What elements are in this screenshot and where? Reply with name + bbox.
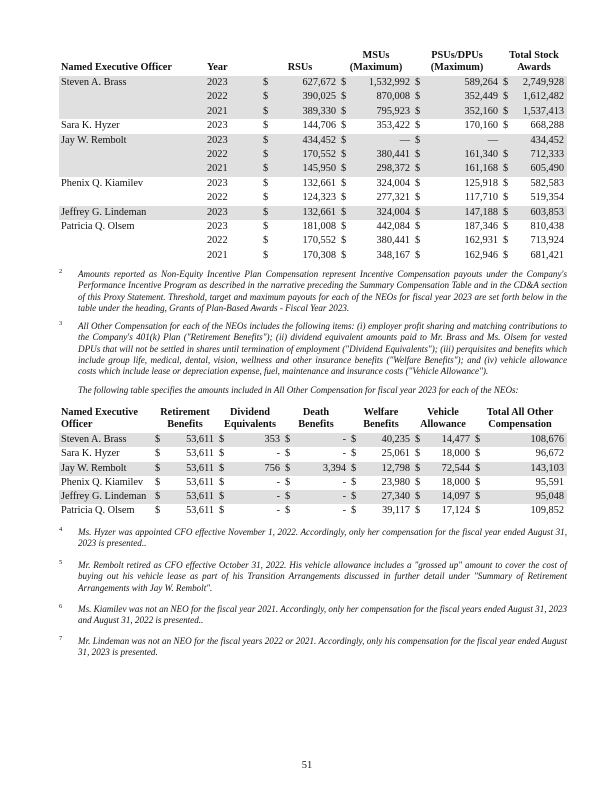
dollar-sign: $	[341, 235, 347, 247]
table-row	[59, 191, 567, 205]
total-stock-cell: 2,749,928	[515, 76, 567, 90]
table-row	[59, 148, 567, 162]
dividend-cell: -	[276, 448, 280, 460]
psus-cell: 117,710	[464, 192, 498, 204]
dollar-sign: $	[339, 76, 353, 90]
dollar-sign: $	[261, 148, 275, 162]
dollar-sign: $	[219, 505, 225, 517]
total-stock-cell: 519,354	[530, 192, 564, 204]
header-year: Year	[207, 62, 228, 73]
dollar-sign: $	[349, 433, 363, 447]
dollar-sign: $	[413, 148, 427, 162]
header-rsus: RSUs	[287, 62, 313, 73]
death-cell: -	[342, 505, 346, 517]
dollar-sign: $	[283, 462, 297, 476]
retirement-cell: 53,611	[186, 505, 214, 517]
rsus-cell: 132,661	[302, 177, 336, 189]
dollar-sign: $	[261, 105, 275, 119]
dollar-sign: $	[339, 134, 353, 148]
msus-cell: 324,004	[376, 177, 410, 189]
table-row	[59, 119, 567, 133]
officer-name	[59, 162, 207, 176]
footnote-marker: 4	[59, 526, 63, 533]
dollar-sign: $	[153, 462, 167, 476]
officer-name	[59, 105, 207, 119]
officer-name	[59, 191, 207, 205]
footnote-5	[59, 560, 567, 594]
dollar-sign: $	[503, 235, 509, 247]
dollar-sign: $	[503, 249, 509, 261]
vehicle-cell: 18,000	[441, 476, 470, 488]
officer-name: Patricia Q. Olsem	[61, 221, 135, 233]
dollar-sign: $	[261, 162, 275, 176]
footnote-6	[59, 604, 567, 627]
table-row	[59, 476, 567, 490]
other-comp-intro: The following table specifies the amounts included in All Other Compensation for fiscal year 2023 for each of the NEOs:	[78, 385, 519, 395]
dollar-sign: $	[473, 462, 487, 476]
rsus-cell: 170,552	[275, 148, 339, 162]
welfare-cell: 12,798	[363, 462, 413, 476]
msus-cell: 277,321	[376, 192, 410, 204]
dollar-sign: $	[501, 206, 515, 220]
dollar-sign: $	[285, 476, 291, 488]
dividend-cell: 353	[231, 433, 283, 447]
psus-cell: 187,346	[464, 221, 498, 233]
dollar-sign: $	[285, 505, 291, 517]
page-number: 51	[301, 760, 313, 771]
dollar-sign: $	[473, 490, 487, 504]
dollar-sign: $	[285, 448, 291, 460]
dollar-sign: $	[217, 462, 231, 476]
table-row	[59, 105, 567, 119]
officer-name: Sara K. Hyzer	[61, 120, 120, 132]
dollar-sign: $	[503, 177, 509, 189]
dollar-sign: $	[263, 221, 269, 233]
dollar-sign: $	[219, 448, 225, 460]
dollar-sign: $	[351, 448, 357, 460]
dollar-sign: $	[413, 206, 427, 220]
msus-cell: 795,923	[353, 105, 413, 119]
rsus-cell: 181,008	[302, 221, 336, 233]
year-cell: 2021	[207, 249, 228, 261]
total-cell: 108,676	[487, 433, 567, 447]
officer-name: Jay W. Rembolt	[59, 134, 207, 148]
dividend-cell: -	[276, 505, 280, 517]
dollar-sign: $	[351, 476, 357, 488]
officer-name	[59, 90, 207, 104]
stock-awards-table	[59, 50, 567, 263]
officer-name: Jeffrey G. Lindeman	[59, 490, 153, 504]
year-cell: 2023	[207, 120, 228, 132]
officer-name: Phenix Q. Kiamilev	[61, 177, 144, 189]
dollar-sign: $	[415, 505, 421, 517]
dollar-sign: $	[415, 448, 421, 460]
dollar-sign: $	[473, 433, 487, 447]
officer-name	[59, 234, 207, 248]
death-cell: -	[342, 448, 346, 460]
dollar-sign: $	[413, 433, 427, 447]
dollar-sign: $	[341, 177, 347, 189]
table-row	[59, 462, 567, 476]
table-row	[59, 134, 567, 148]
msus-cell: 442,084	[376, 221, 410, 233]
table-row	[59, 76, 567, 90]
dollar-sign: $	[339, 148, 353, 162]
msus-cell: 380,441	[376, 235, 410, 247]
dollar-sign: $	[261, 90, 275, 104]
dollar-sign: $	[339, 206, 353, 220]
dollar-sign: $	[413, 76, 427, 90]
footnote-marker: 6	[59, 603, 63, 610]
year-cell: 2022	[207, 192, 228, 204]
total-stock-cell: 434,452	[515, 134, 567, 148]
dollar-sign: $	[263, 249, 269, 261]
rsus-cell: 145,950	[275, 162, 339, 176]
dollar-sign: $	[415, 177, 421, 189]
welfare-cell: 27,340	[363, 490, 413, 504]
total-stock-cell: 1,612,482	[515, 90, 567, 104]
header-vehicle: Vehicle Allowance	[420, 407, 466, 430]
retirement-cell: 53,611	[167, 490, 217, 504]
dollar-sign: $	[339, 105, 353, 119]
dollar-sign: $	[413, 90, 427, 104]
other-comp-header-row	[59, 407, 567, 433]
year-cell: 2021	[207, 105, 261, 119]
psus-cell: 170,160	[464, 120, 498, 132]
vehicle-cell: 17,124	[441, 505, 470, 517]
dollar-sign: $	[415, 192, 421, 204]
dollar-sign: $	[415, 235, 421, 247]
retirement-cell: 53,611	[186, 448, 214, 460]
dividend-cell: -	[231, 490, 283, 504]
total-stock-cell: 668,288	[530, 120, 564, 132]
total-cell: 95,048	[487, 490, 567, 504]
year-cell: 2022	[207, 90, 261, 104]
year-cell: 2023	[207, 134, 261, 148]
rsus-cell: 390,025	[275, 90, 339, 104]
header-welfare: Welfare Benefits	[363, 407, 399, 430]
rsus-cell: 170,552	[302, 235, 336, 247]
header-total-other: Total All Other Compensation	[486, 407, 554, 430]
dollar-sign: $	[501, 148, 515, 162]
dollar-sign: $	[475, 505, 481, 517]
footnote-marker: 2	[59, 268, 63, 275]
dollar-sign: $	[283, 433, 297, 447]
footnote-text: Amounts reported as Non-Equity Incentive Plan Compensation represent Incentive Compensation payouts under the Company's Performance Incentive Program as described in the narrative preceding the Summary Compensation Table and in the CD&A section of this Proxy Statement. Threshold, target and maximum payouts for each of the NEOs for fiscal year 2023 are set forth below in the table under the heading, Grants of Plan-Based Awards - Fiscal Year 2023.	[78, 269, 567, 313]
dollar-sign: $	[339, 162, 353, 176]
msus-cell: 324,004	[353, 206, 413, 220]
welfare-cell: 23,980	[381, 476, 410, 488]
total-stock-cell: 810,438	[530, 221, 564, 233]
dollar-sign: $	[217, 490, 231, 504]
header-msus: MSUs (Maximum)	[349, 50, 403, 73]
header-death: Death Benefits	[298, 407, 334, 430]
table-row	[59, 447, 567, 461]
header-dividend: Dividend Equivalents	[223, 407, 277, 430]
dollar-sign: $	[339, 90, 353, 104]
psus-cell: 162,931	[464, 235, 498, 247]
header-officer: Named Executive Officer	[61, 62, 172, 73]
dividend-cell: -	[276, 476, 280, 488]
officer-name: Jeffrey G. Lindeman	[59, 206, 207, 220]
death-cell: -	[342, 476, 346, 488]
dollar-sign: $	[415, 249, 421, 261]
dollar-sign: $	[501, 162, 515, 176]
dollar-sign: $	[261, 206, 275, 220]
dollar-sign: $	[261, 134, 275, 148]
officer-name: Steven A. Brass	[59, 76, 207, 90]
dollar-sign: $	[341, 221, 347, 233]
total-cell: 143,103	[487, 462, 567, 476]
dividend-cell: 756	[231, 462, 283, 476]
table-row	[59, 490, 567, 504]
table-row	[59, 433, 567, 447]
stock-awards-body	[59, 76, 567, 263]
total-stock-cell: 712,333	[515, 148, 567, 162]
footnote-marker: 3	[59, 320, 63, 327]
dollar-sign: $	[153, 433, 167, 447]
dollar-sign: $	[219, 476, 225, 488]
dollar-sign: $	[155, 476, 161, 488]
officer-name: Phenix Q. Kiamilev	[61, 476, 144, 488]
footnote-text: Ms. Kiamilev was not an NEO for the fiscal year 2021. Accordingly, only her compensation for the fiscal years ended August 31, 2023 and August 31, 2022 is presented..	[78, 604, 567, 626]
psus-cell: 352,449	[427, 90, 501, 104]
dollar-sign: $	[341, 249, 347, 261]
dollar-sign: $	[475, 476, 481, 488]
msus-cell: 348,167	[376, 249, 410, 261]
dollar-sign: $	[263, 235, 269, 247]
vehicle-cell: 72,544	[427, 462, 473, 476]
dollar-sign: $	[413, 134, 427, 148]
vehicle-cell: 14,097	[427, 490, 473, 504]
table-row	[59, 234, 567, 248]
psus-cell: 589,264	[427, 76, 501, 90]
footnote-text: Ms. Hyzer was appointed CFO effective November 1, 2022. Accordingly, only her compensation for the fiscal year ended August 31, 2023 is presented..	[78, 527, 567, 549]
officer-name: Sara K. Hyzer	[61, 448, 120, 460]
dollar-sign: $	[415, 476, 421, 488]
psus-cell: 352,160	[427, 105, 501, 119]
welfare-cell: 25,061	[381, 448, 410, 460]
vehicle-cell: 14,477	[427, 433, 473, 447]
vehicle-cell: 18,000	[441, 448, 470, 460]
dollar-sign: $	[283, 490, 297, 504]
table-row	[59, 249, 567, 263]
dollar-sign	[501, 134, 515, 148]
psus-cell: 147,188	[427, 206, 501, 220]
dollar-sign: $	[503, 221, 509, 233]
msus-cell: —	[353, 134, 413, 148]
year-cell: 2021	[207, 162, 261, 176]
rsus-cell: 144,706	[302, 120, 336, 132]
stock-awards-header-row	[59, 50, 567, 76]
dollar-sign: $	[501, 76, 515, 90]
header-total-stock: Total Stock Awards	[509, 50, 559, 73]
table-row	[59, 504, 567, 518]
psus-cell: 161,340	[427, 148, 501, 162]
psus-cell: 162,946	[464, 249, 498, 261]
welfare-cell: 40,235	[363, 433, 413, 447]
footnote-4	[59, 527, 567, 550]
dollar-sign: $	[413, 490, 427, 504]
total-cell: 109,852	[530, 505, 564, 517]
psus-cell: —	[427, 134, 501, 148]
footnote-marker: 5	[59, 559, 63, 566]
msus-cell: 380,441	[353, 148, 413, 162]
total-stock-cell: 605,490	[515, 162, 567, 176]
dollar-sign: $	[261, 76, 275, 90]
rsus-cell: 170,308	[302, 249, 336, 261]
other-comp-body	[59, 433, 567, 519]
other-compensation-table	[59, 407, 567, 519]
dollar-sign: $	[415, 221, 421, 233]
officer-name: Patricia Q. Olsem	[61, 505, 135, 517]
rsus-cell: 434,452	[275, 134, 339, 148]
dollar-sign: $	[153, 490, 167, 504]
msus-cell: 353,422	[376, 120, 410, 132]
footnote-7	[59, 636, 567, 659]
officer-name	[59, 249, 207, 263]
welfare-cell: 39,117	[382, 505, 410, 517]
footnote-text: Mr. Rembolt retired as CFO effective October 31, 2022. His vehicle allowance includes a "grossed up" amount to cover the cost of buying out his vehicle lease as part of his Transition Arrangements discussed in further detail under "Summary of Retirement Arrangements with Jay W. Rembolt".	[78, 560, 567, 593]
dollar-sign: $	[263, 120, 269, 132]
footnote-text: Mr. Lindeman was not an NEO for the fiscal years 2022 or 2021. Accordingly, only his compensation for the fiscal year ended August 31, 2023 is presented.	[78, 636, 567, 658]
dollar-sign: $	[341, 120, 347, 132]
dollar-sign: $	[349, 490, 363, 504]
dollar-sign: $	[263, 192, 269, 204]
dollar-sign: $	[351, 505, 357, 517]
year-cell: 2023	[207, 76, 261, 90]
year-cell: 2023	[207, 177, 228, 189]
retirement-cell: 53,611	[167, 433, 217, 447]
officer-name: Steven A. Brass	[59, 433, 153, 447]
header-retirement: Retirement Benefits	[160, 407, 210, 430]
total-stock-cell: 582,583	[530, 177, 564, 189]
year-cell: 2023	[207, 206, 261, 220]
rsus-cell: 132,661	[275, 206, 339, 220]
header-officer: Named Executive Officer	[61, 407, 138, 430]
dollar-sign: $	[503, 120, 509, 132]
footnote-text: All Other Compensation for each of the NEOs includes the following items: (i) employer profit sharing and matching contributions to the Company's 401(k) Plan ("Retirement Benefits"); (ii) dividend equivalent amounts paid to Mr. Brass and Ms. Olsem for vested DPUs that will not be settled in shares until termination of employment ("Dividend Equivalents"); (iii) perquisites and benefits which include group life, medical, dental, vision, wellness and other insurance benefits ("Welfare Benefits"); and (iv) vehicle allowance costs which include lease or depreciation expense, fuel, maintenance and insurance costs ("Vehicle Allowance").	[78, 321, 567, 377]
officer-name	[59, 148, 207, 162]
dollar-sign: $	[413, 462, 427, 476]
dollar-sign: $	[341, 192, 347, 204]
death-cell: 3,394	[297, 462, 349, 476]
msus-cell: 870,008	[353, 90, 413, 104]
psus-cell: 125,918	[464, 177, 498, 189]
total-stock-cell: 1,537,413	[515, 105, 567, 119]
dollar-sign: $	[503, 192, 509, 204]
dollar-sign: $	[475, 448, 481, 460]
death-cell: -	[297, 490, 349, 504]
officer-name: Jay W. Rembolt	[59, 462, 153, 476]
year-cell: 2023	[207, 221, 228, 233]
death-cell: -	[297, 433, 349, 447]
dollar-sign: $	[501, 105, 515, 119]
dollar-sign: $	[155, 505, 161, 517]
table-row	[59, 220, 567, 234]
total-stock-cell: 681,421	[530, 249, 564, 261]
rsus-cell: 627,672	[275, 76, 339, 90]
total-stock-cell: 603,853	[515, 206, 567, 220]
dollar-sign: $	[501, 90, 515, 104]
msus-cell: 298,372	[353, 162, 413, 176]
total-cell: 95,591	[535, 476, 564, 488]
dollar-sign: $	[413, 105, 427, 119]
footnote-3	[59, 321, 567, 377]
rsus-cell: 389,330	[275, 105, 339, 119]
total-stock-cell: 713,924	[530, 235, 564, 247]
total-cell: 96,672	[535, 448, 564, 460]
dollar-sign: $	[413, 162, 427, 176]
retirement-cell: 53,611	[167, 462, 217, 476]
table-row	[59, 90, 567, 104]
year-cell: 2022	[207, 235, 228, 247]
table-row	[59, 162, 567, 176]
footnote-2	[59, 269, 567, 314]
table-row	[59, 206, 567, 220]
msus-cell: 1,532,992	[353, 76, 413, 90]
retirement-cell: 53,611	[186, 476, 214, 488]
dollar-sign: $	[155, 448, 161, 460]
dollar-sign: $	[415, 120, 421, 132]
dollar-sign: $	[217, 433, 231, 447]
dollar-sign: $	[349, 462, 363, 476]
dollar-sign: $	[263, 177, 269, 189]
rsus-cell: 124,323	[302, 192, 336, 204]
header-psus: PSUs/DPUs (Maximum)	[430, 50, 484, 73]
table-row	[59, 177, 567, 191]
footnote-marker: 7	[59, 635, 63, 642]
psus-cell: 161,168	[427, 162, 501, 176]
year-cell: 2022	[207, 148, 261, 162]
